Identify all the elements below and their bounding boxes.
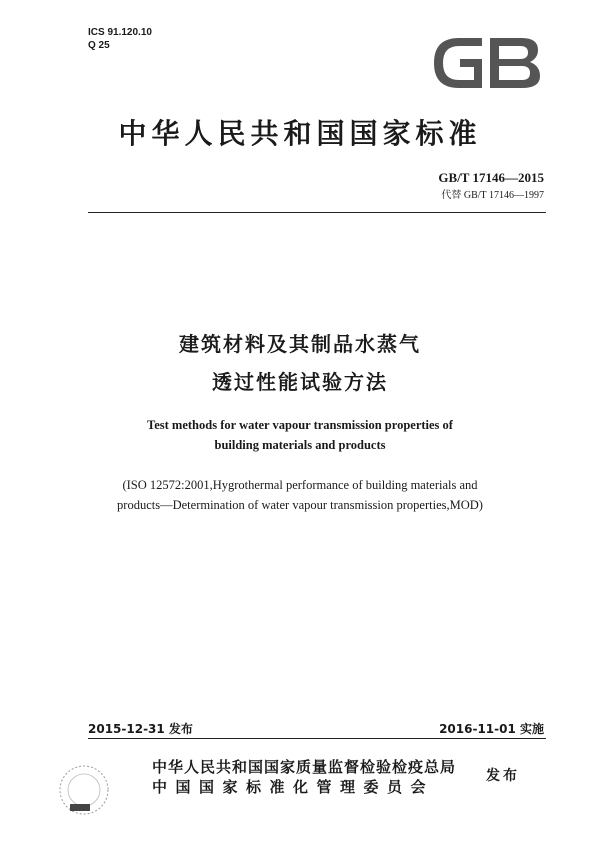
replaces-standard: 代替 GB/T 17146—1997 [441, 190, 544, 201]
issuer-sac: 中国国家标准化管理委员会 [152, 778, 435, 796]
chinese-title-line-2: 透过性能试验方法 [212, 370, 388, 394]
ccs-code: Q 25 [88, 40, 110, 51]
english-title-line-1: Test methods for water vapour transmission properties of [147, 418, 453, 432]
gb-logo [430, 34, 544, 92]
chinese-title-line-1: 建筑材料及其制品水蒸气 [179, 332, 421, 356]
iso-reference-line-2: products—Determination of water vapour transmission properties,MOD) [117, 498, 483, 512]
anti-counterfeit-seal-icon [56, 762, 112, 818]
issue-date: 2015-12-31 发布 [88, 722, 193, 736]
publish-label: 发布 [486, 768, 520, 784]
ics-code: ICS 91.120.10 [88, 27, 152, 38]
bottom-divider [88, 738, 546, 739]
classification-codes [88, 26, 152, 52]
top-divider [88, 212, 546, 213]
national-standard-title: 中华人民共和国国家标准 [118, 117, 482, 150]
implementation-date: 2016-11-01 实施 [439, 722, 544, 736]
english-title-line-2: building materials and products [214, 438, 386, 452]
standard-number: GB/T 17146—2015 [438, 170, 544, 185]
iso-reference-line-1: (ISO 12572:2001,Hygrothermal performance of building materials and [122, 478, 478, 492]
issuer-aqsiq: 中华人民共和国国家质量监督检验检疫总局 [152, 758, 457, 776]
